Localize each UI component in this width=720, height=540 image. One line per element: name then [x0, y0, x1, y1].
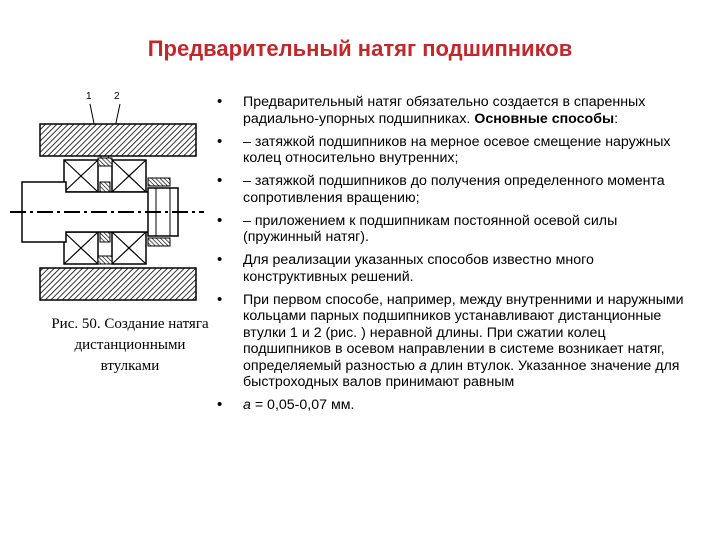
bearing-preload-figure: [8, 82, 204, 304]
list-item: • а = 0,05-0,07 мм.: [216, 397, 686, 414]
variable-a: а: [243, 397, 251, 413]
figure-caption: Рис. 50. Создание натяга дистанционными втулками: [51, 316, 209, 374]
spacer-sleeve-outer-top: [98, 158, 112, 166]
lock-washer-bottom: [148, 238, 170, 246]
list-item: • – затяжкой подшипников до получения определенного момента сопротивления вращению;: [216, 173, 686, 206]
label-sleeve-2: 2: [114, 91, 120, 102]
list-item: • – затяжкой подшипников на мерное осевое смещение наружных колец относительно внутренних;: [216, 134, 686, 167]
housing-bottom: [40, 268, 196, 300]
lock-washer-top: [148, 178, 170, 186]
variable-a: а: [418, 357, 427, 374]
bearing-assembly-drawing: [8, 82, 204, 304]
spacer-sleeve-inner-bottom: [100, 232, 110, 242]
list-item: • Предварительный натяг обязательно создается в спаренных радиально-упорных подшипниках. Основные способы:: [216, 94, 686, 127]
spacer-sleeve-outer-bottom: [98, 256, 112, 264]
label-sleeve-1: 1: [86, 91, 92, 102]
housing-top: [40, 124, 196, 156]
bullet-list: [216, 94, 686, 420]
list-item: • При первом способе, например, между внутренними и наружными кольцами парных подшипников устанавливают дистанционные втулки 1 и 2 (рис. ) неравной длины. При сжатии колец подшипников в осевом направлении в системе возникает натяг, определяемый разностью а длин втулок. Указанное значение для быстроходных валов принимают равным: [216, 292, 686, 391]
main-methods-label: Основные способы: [474, 110, 615, 127]
list-item: • – приложением к подшипникам постоянной осевой силы (пружинный натяг).: [216, 213, 686, 246]
list-item: • Для реализации указанных способов известно много конструктивных решений.: [216, 252, 686, 285]
page-title: Предварительный натяг подшипников: [147, 36, 573, 61]
spacer-sleeve-inner-top: [100, 182, 110, 192]
